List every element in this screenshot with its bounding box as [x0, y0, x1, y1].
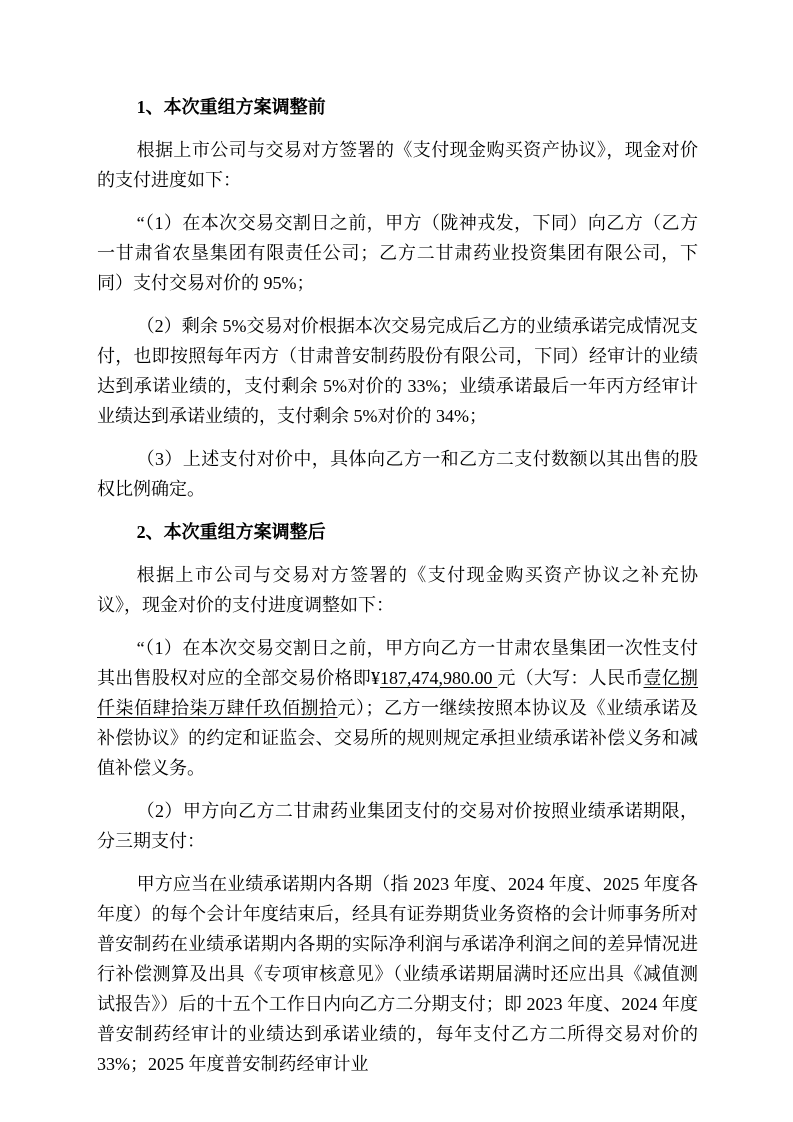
text-segment: 元）；乙方一继续按照本协议及《业绩承诺及补偿协议》的约定和证监会、交易所的规则规定承担业绩承诺补偿义务和减值补偿义务。	[97, 698, 698, 778]
paragraph-after-item-1	[97, 633, 698, 783]
paragraph-performance-commitment-detail: 甲方应当在业绩承诺期内各期（指 2023 年度、2024 年度、2025 年度各年度）的每个会计年度结束后，经具有证券期货业务资格的会计师事务所对普安制药在业绩承诺期内各期的实际净利润与承诺净利润之间的差异情况进行补偿测算及出具《专项审核意见》（业绩承诺期届满时还应出具《减值测试报告》）后的十五个工作日内向乙方二分期支付；即 2023 年度、2024 年度普安制药经审计的业绩达到承诺业绩的，每年支付乙方二所得交易对价的 33%；2025 年度普安制药经审计业	[97, 874, 698, 1074]
underlined-amount-numeric: 187,474,980.00	[380, 668, 498, 688]
section-heading-before-adjustment: 1、本次重组方案调整前	[136, 97, 326, 117]
paragraph-before-item-1: “（1）在本次交易交割日之前，甲方（陇神戎发，下同）向乙方（乙方一甘肃省农垦集团有限责任公司；乙方二甘肃药业投资集团有限公司，下同）支付交易对价的 95%；	[97, 213, 698, 293]
paragraph-after-item-2: （2）甲方向乙方二甘肃药业集团支付的交易对价按照业绩承诺期限，分三期支付：	[97, 801, 698, 851]
paragraph-supplement-agreement-intro: 根据上市公司与交易对方签署的《支付现金购买资产协议之补充协议》，现金对价的支付进度调整如下：	[97, 565, 698, 615]
text-segment: “（1）在本次交易交割日之前，甲方向乙方一甘肃农垦集团一次性支付其出售股权对应的全部交易价格即¥	[97, 638, 698, 688]
underlined-amount-chinese: 壹亿捌仟柒佰肆拾柒万肆仟玖佰捌拾	[97, 668, 699, 718]
paragraph-before-item-3: （3）上述支付对价中，具体向乙方一和乙方二支付数额以其出售的股权比例确定。	[97, 449, 698, 499]
section-heading-after-adjustment: 2、本次重组方案调整后	[136, 522, 326, 542]
text-segment: 元（大写：人民币	[497, 668, 644, 688]
paragraph-before-item-2: （2）剩余 5%交易对价根据本次交易完成后乙方的业绩承诺完成情况支付，也即按照每年丙方（甘肃普安制药股份有限公司，下同）经审计的业绩达到承诺业绩的，支付剩余 5%对价的 33%；业绩承诺最后一年丙方经审计业绩达到承诺业绩的，支付剩余 5%对价的 34%；	[97, 316, 698, 426]
paragraph-agreement-intro: 根据上市公司与交易对方签署的《支付现金购买资产协议》，现金对价的支付进度如下：	[97, 140, 698, 190]
